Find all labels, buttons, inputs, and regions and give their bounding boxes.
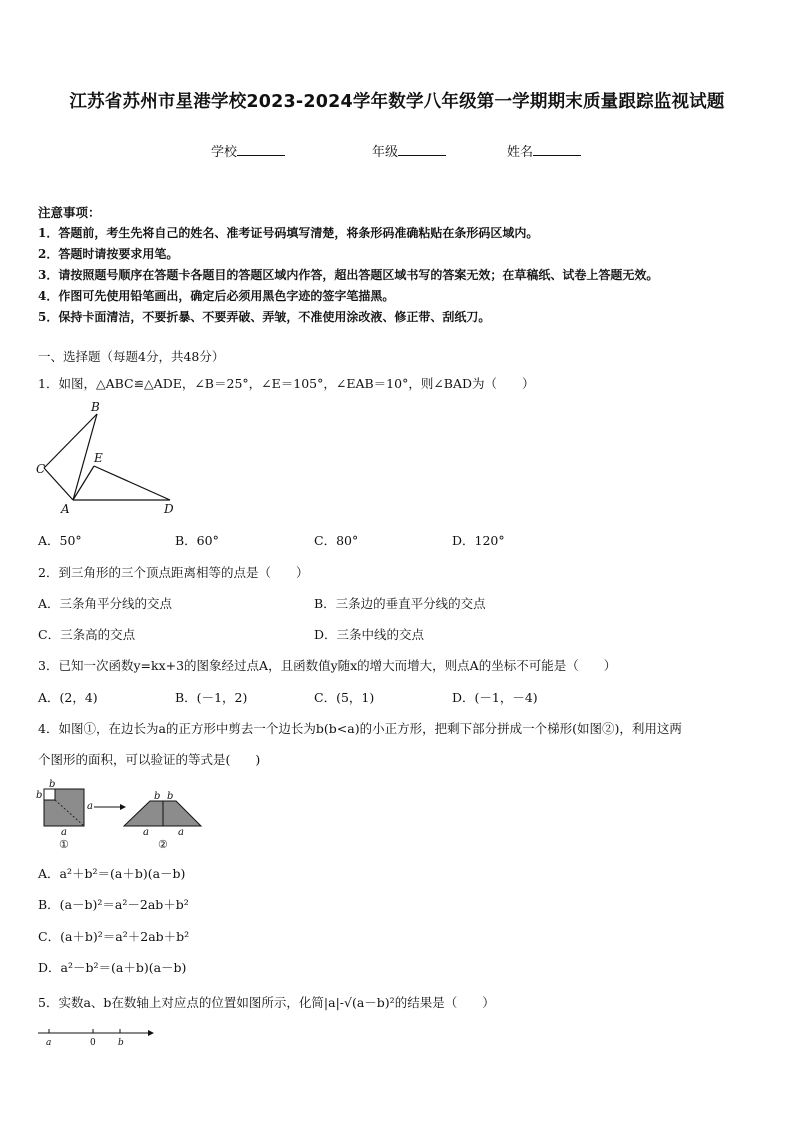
q4-label-a-trap-1: a bbox=[143, 827, 149, 838]
q5-label-a: a bbox=[46, 1038, 52, 1048]
q5-label-zero: 0 bbox=[90, 1038, 96, 1048]
q1-option-b: B．60° bbox=[175, 533, 219, 548]
grade-label: 年级 bbox=[372, 145, 399, 160]
q3-stem: 3．已知一次函数y=kx+3的图象经过点A，且函数值y随x的增大而增大，则点A的坐标不可能是（ ） bbox=[38, 658, 617, 673]
q4-fig1-label: ① bbox=[59, 838, 69, 850]
q1-label-d: D bbox=[164, 502, 174, 516]
q1-option-d: D．120° bbox=[452, 533, 505, 548]
note-item-2: 2．答题时请按要求用笔。 bbox=[38, 247, 179, 261]
q4-option-b: B．(a－b)²＝a²－2ab＋b² bbox=[38, 897, 189, 912]
q1-side-ae bbox=[73, 466, 94, 500]
q4-stem-line1: 4．如图①，在边长为a的正方形中剪去一个边长为b(b<a)的小正方形，把剩下部分拼成一个梯形(如图②)，利用这两 bbox=[38, 721, 682, 736]
school-label: 学校 bbox=[211, 145, 238, 160]
q1-triangle-figure bbox=[30, 396, 190, 518]
note-item-3: 3．请按照题号顺序在答题卡各题目的答题区域内作答，超出答题区域书写的答案无效；在草稿纸、试卷上答题无效。 bbox=[38, 268, 659, 282]
q4-fig2-label: ② bbox=[158, 838, 168, 850]
school-blank bbox=[237, 144, 285, 156]
q1-label-b: B bbox=[91, 400, 100, 414]
q2-stem: 2．到三角形的三个顶点距离相等的点是（ ） bbox=[38, 565, 309, 580]
name-field bbox=[507, 141, 581, 160]
school-field bbox=[211, 141, 285, 160]
q4-label-b-left: b bbox=[36, 790, 43, 801]
q4-label-a-bottom: a bbox=[61, 827, 67, 838]
q1-stem: 1．如图，△ABC≌△ADE，∠B＝25°，∠E＝105°，∠EAB＝10°，则∠BAD为（ ） bbox=[38, 376, 535, 391]
q1-label-a: A bbox=[61, 502, 70, 516]
q3-option-d: D．(－1，－4) bbox=[452, 690, 538, 705]
q1-label-e: E bbox=[94, 451, 103, 465]
q1-side-ed bbox=[94, 466, 170, 500]
q4-label-b-top: b bbox=[49, 779, 56, 790]
q4-label-a-trap-2: a bbox=[178, 827, 184, 838]
q2-option-b: B．三条边的垂直平分线的交点 bbox=[314, 596, 486, 611]
q3-option-a: A．(2，4) bbox=[38, 690, 98, 705]
arrow-right-icon bbox=[120, 804, 126, 810]
q5-number-line bbox=[34, 1024, 158, 1050]
q2-option-a: A．三条角平分线的交点 bbox=[38, 596, 173, 611]
q2-option-d: D．三条中线的交点 bbox=[314, 627, 425, 642]
q4-square-trapezoid-figure bbox=[32, 778, 212, 850]
q1-option-a: A．50° bbox=[38, 533, 82, 548]
note-item-5: 5．保持卡面清洁，不要折暴、不要弄破、弄皱，不准使用涂改液、修正带、刮纸刀。 bbox=[38, 310, 491, 324]
q4-small-square bbox=[44, 789, 55, 800]
q3-option-c: C．(5，1) bbox=[314, 690, 375, 705]
q4-label-a-right: a bbox=[87, 801, 93, 812]
q4-option-d: D．a²－b²＝(a＋b)(a－b) bbox=[38, 960, 187, 975]
notes-heading: 注意事项： bbox=[38, 205, 101, 220]
note-item-1: 1．答题前，考生先将自己的姓名、准考证号码填写清楚，将条形码准确粘贴在条形码区域内。 bbox=[38, 226, 539, 240]
q4-option-a: A．a²＋b²＝(a＋b)(a－b) bbox=[38, 866, 186, 881]
q4-stem-line2: 个图形的面积，可以验证的等式是( ) bbox=[38, 752, 261, 767]
page-title: 江苏省苏州市星港学校2023-2024学年数学八年级第一学期期末质量跟踪监视试题 bbox=[69, 92, 725, 112]
q5-label-b: b bbox=[118, 1038, 124, 1048]
grade-blank bbox=[398, 144, 446, 156]
name-label: 姓名 bbox=[507, 145, 534, 160]
q4-label-b-trap-2: b bbox=[167, 791, 174, 802]
grade-field bbox=[372, 141, 446, 160]
q1-label-c: C bbox=[36, 462, 46, 476]
q4-label-b-trap-1: b bbox=[154, 791, 161, 802]
section-heading: 一、选择题（每题4分，共48分） bbox=[38, 349, 225, 364]
note-item-4: 4．作图可先使用铅笔画出，确定后必须用黑色字迹的签字笔描黑。 bbox=[38, 289, 395, 303]
name-blank bbox=[533, 144, 581, 156]
q4-option-c: C．(a＋b)²＝a²＋2ab＋b² bbox=[38, 929, 190, 944]
q1-option-c: C．80° bbox=[314, 533, 359, 548]
q5-stem: 5．实数a、b在数轴上对应点的位置如图所示，化简|a|-√(a－b)²的结果是（ ） bbox=[38, 995, 495, 1010]
q3-option-b: B．(－1，2) bbox=[175, 690, 248, 705]
q1-side-ca bbox=[44, 468, 73, 500]
q2-option-c: C．三条高的交点 bbox=[38, 627, 136, 642]
arrow-right-icon bbox=[148, 1030, 154, 1036]
